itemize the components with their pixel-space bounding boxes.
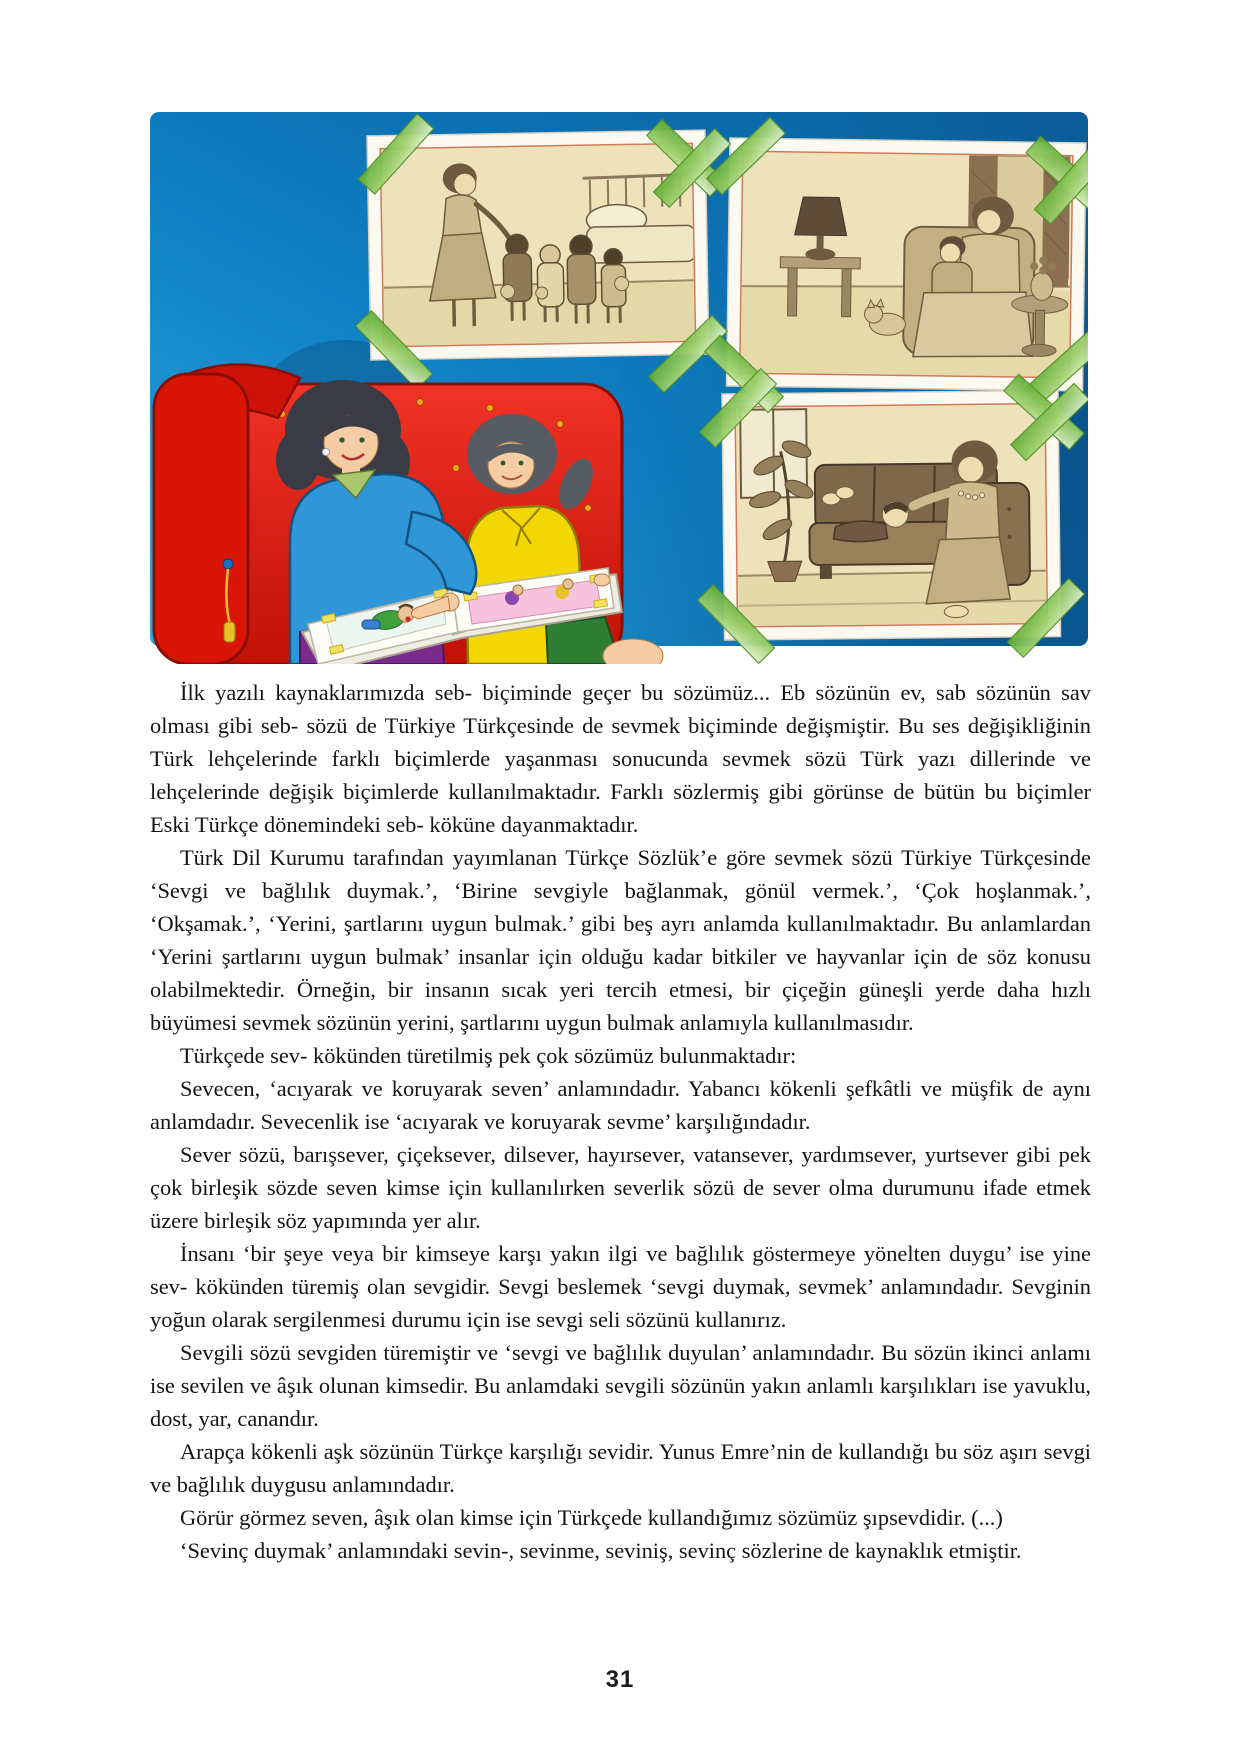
armrest-tassel-end xyxy=(224,622,235,642)
baby-legs xyxy=(362,620,380,629)
story-illustration xyxy=(150,112,1088,664)
paragraph: Türk Dil Kurumu tarafından yayımlanan Türkçe Sözlük’e göre sevmek sözü Türkiye Türkçesinde ‘Sevgi ve bağlılık duymak.’, ‘Birine sevgiyle bağlanmak, gönül vermek.’, ‘Çok hoşlanmak.’, ‘Okşamak.’, ‘Yerini, şartlarını uygun bulmak.’ gibi beş ayrı anlamda kullanılmaktadır. Bu anlamlardan ‘Yerini şartlarını uygun bulmak’ insanlar için olduğu kadar bitkiler ve hayvanlar için de söz konusu olabilmektedir. Örneğin, bir insanın sıcak yeri tercih etmesi, bir çiçeğin güneşli yerde daha hızlı büyümesi sevmek sözünün yerini, şartlarını uygun bulmak anlamıyla kullanılmasıdır. xyxy=(150,845,1091,1035)
paragraph: İlk yazılı kaynaklarımızda seb- biçiminde geçer bu sözümüz... Eb sözünün ev, sab sözünün sav olması gibi seb- sözü de Türkiye Türkçesinde de sevmek biçiminde değişmiştir. Bu ses değişikliğinin Türk lehçelerinde farklı biçimlerde yaşanması sonucunda sevmek sözü Türk yazı dillerinde ve lehçelerinde değişik biçimlerde kullanılmaktadır. Farklı sözlermiş gibi görünse de bütün bu biçimler Eski Türkçe dönemindeki seb- köküne dayanmaktadır. xyxy=(150,680,1091,837)
photo-armchair-scene xyxy=(727,138,1086,391)
daughter-eye xyxy=(501,461,506,466)
paragraph: Sevgili sözü sevgiden türemiştir ve ‘sevgi ve bağlılık duyulan’ anlamındadır. Bu sözün ikinci anlamı ise sevilen ve âşık olunan kimsedir. Bu anlamdaki sevgili sözünün yakın anlamlı karşılıkları ise yavuklu, dost, yar, canandır. xyxy=(150,1340,1091,1431)
red-couch-scene xyxy=(154,364,663,664)
daughter-hand xyxy=(594,574,610,586)
armrest-bead xyxy=(223,559,233,569)
article-text xyxy=(150,676,1091,1567)
photo-sofa-scene xyxy=(722,390,1061,640)
baby-head xyxy=(513,585,523,595)
story-illustration-svg xyxy=(150,112,1088,664)
baby-head xyxy=(563,579,573,589)
paragraph: ‘Sevinç duymak’ anlamındaki sevin-, sevinme, seviniş, sevinç sözlerine de kaynaklık etmiştir. xyxy=(180,1538,1022,1563)
paragraph: Sevecen, ‘acıyarak ve koruyarak seven’ anlamındadır. Yabancı kökenli şefkâtli ve müşfik de aynı anlamdadır. Sevecenlik ise ‘acıyarak ve koruyarak sevme’ karşılığındadır. xyxy=(150,1076,1091,1134)
baby-pacifier xyxy=(405,616,410,621)
page-number: 31 xyxy=(605,1666,635,1693)
daughter-eye xyxy=(519,461,524,466)
couch-left-armrest xyxy=(154,374,248,664)
mother-hair-curl xyxy=(276,430,320,490)
paragraph: İnsanı ‘bir şeye veya bir kimseye karşı yakın ilgi ve bağlılık göstermeye yönelten duygu’ ise yine sev- kökünden türemiş olan sevgidir. Sevgi beslemek ‘sevgi duymak, sevmek’ anlamındadır. Sevginin yoğun olarak sergilenmesi durumu için ise sevgi seli sözünü kullanırız. xyxy=(150,1241,1091,1332)
photo-bedroom-scene xyxy=(367,130,709,360)
mother-eye xyxy=(339,437,344,442)
mother-eye xyxy=(359,437,364,442)
paragraph: Görür görmez seven, âşık olan kimse için Türkçede kullandığımız sözümüz şıpsevdidir. (...) xyxy=(180,1505,1003,1530)
paragraph: Türkçede sev- kökünden türetilmiş pek çok sözümüz bulunmaktadır: xyxy=(180,1043,797,1068)
mother-earring xyxy=(322,448,329,455)
paragraph: Arapça kökenli aşk sözünün Türkçe karşılığı sevidir. Yunus Emre’nin de kullandığı bu söz aşırı sevgi ve bağlılık duygusu anlamındadır. xyxy=(150,1439,1091,1497)
paragraph: Sever sözü, barışsever, çiçeksever, dilsever, hayırsever, vatansever, yardımsever, yurtsever gibi pek çok birleşik sözde seven kimse için kullanılırken severlik sözü de sever olma durumunu ifade etmek üzere birleşik söz yapımında yer alır. xyxy=(150,1142,1091,1233)
